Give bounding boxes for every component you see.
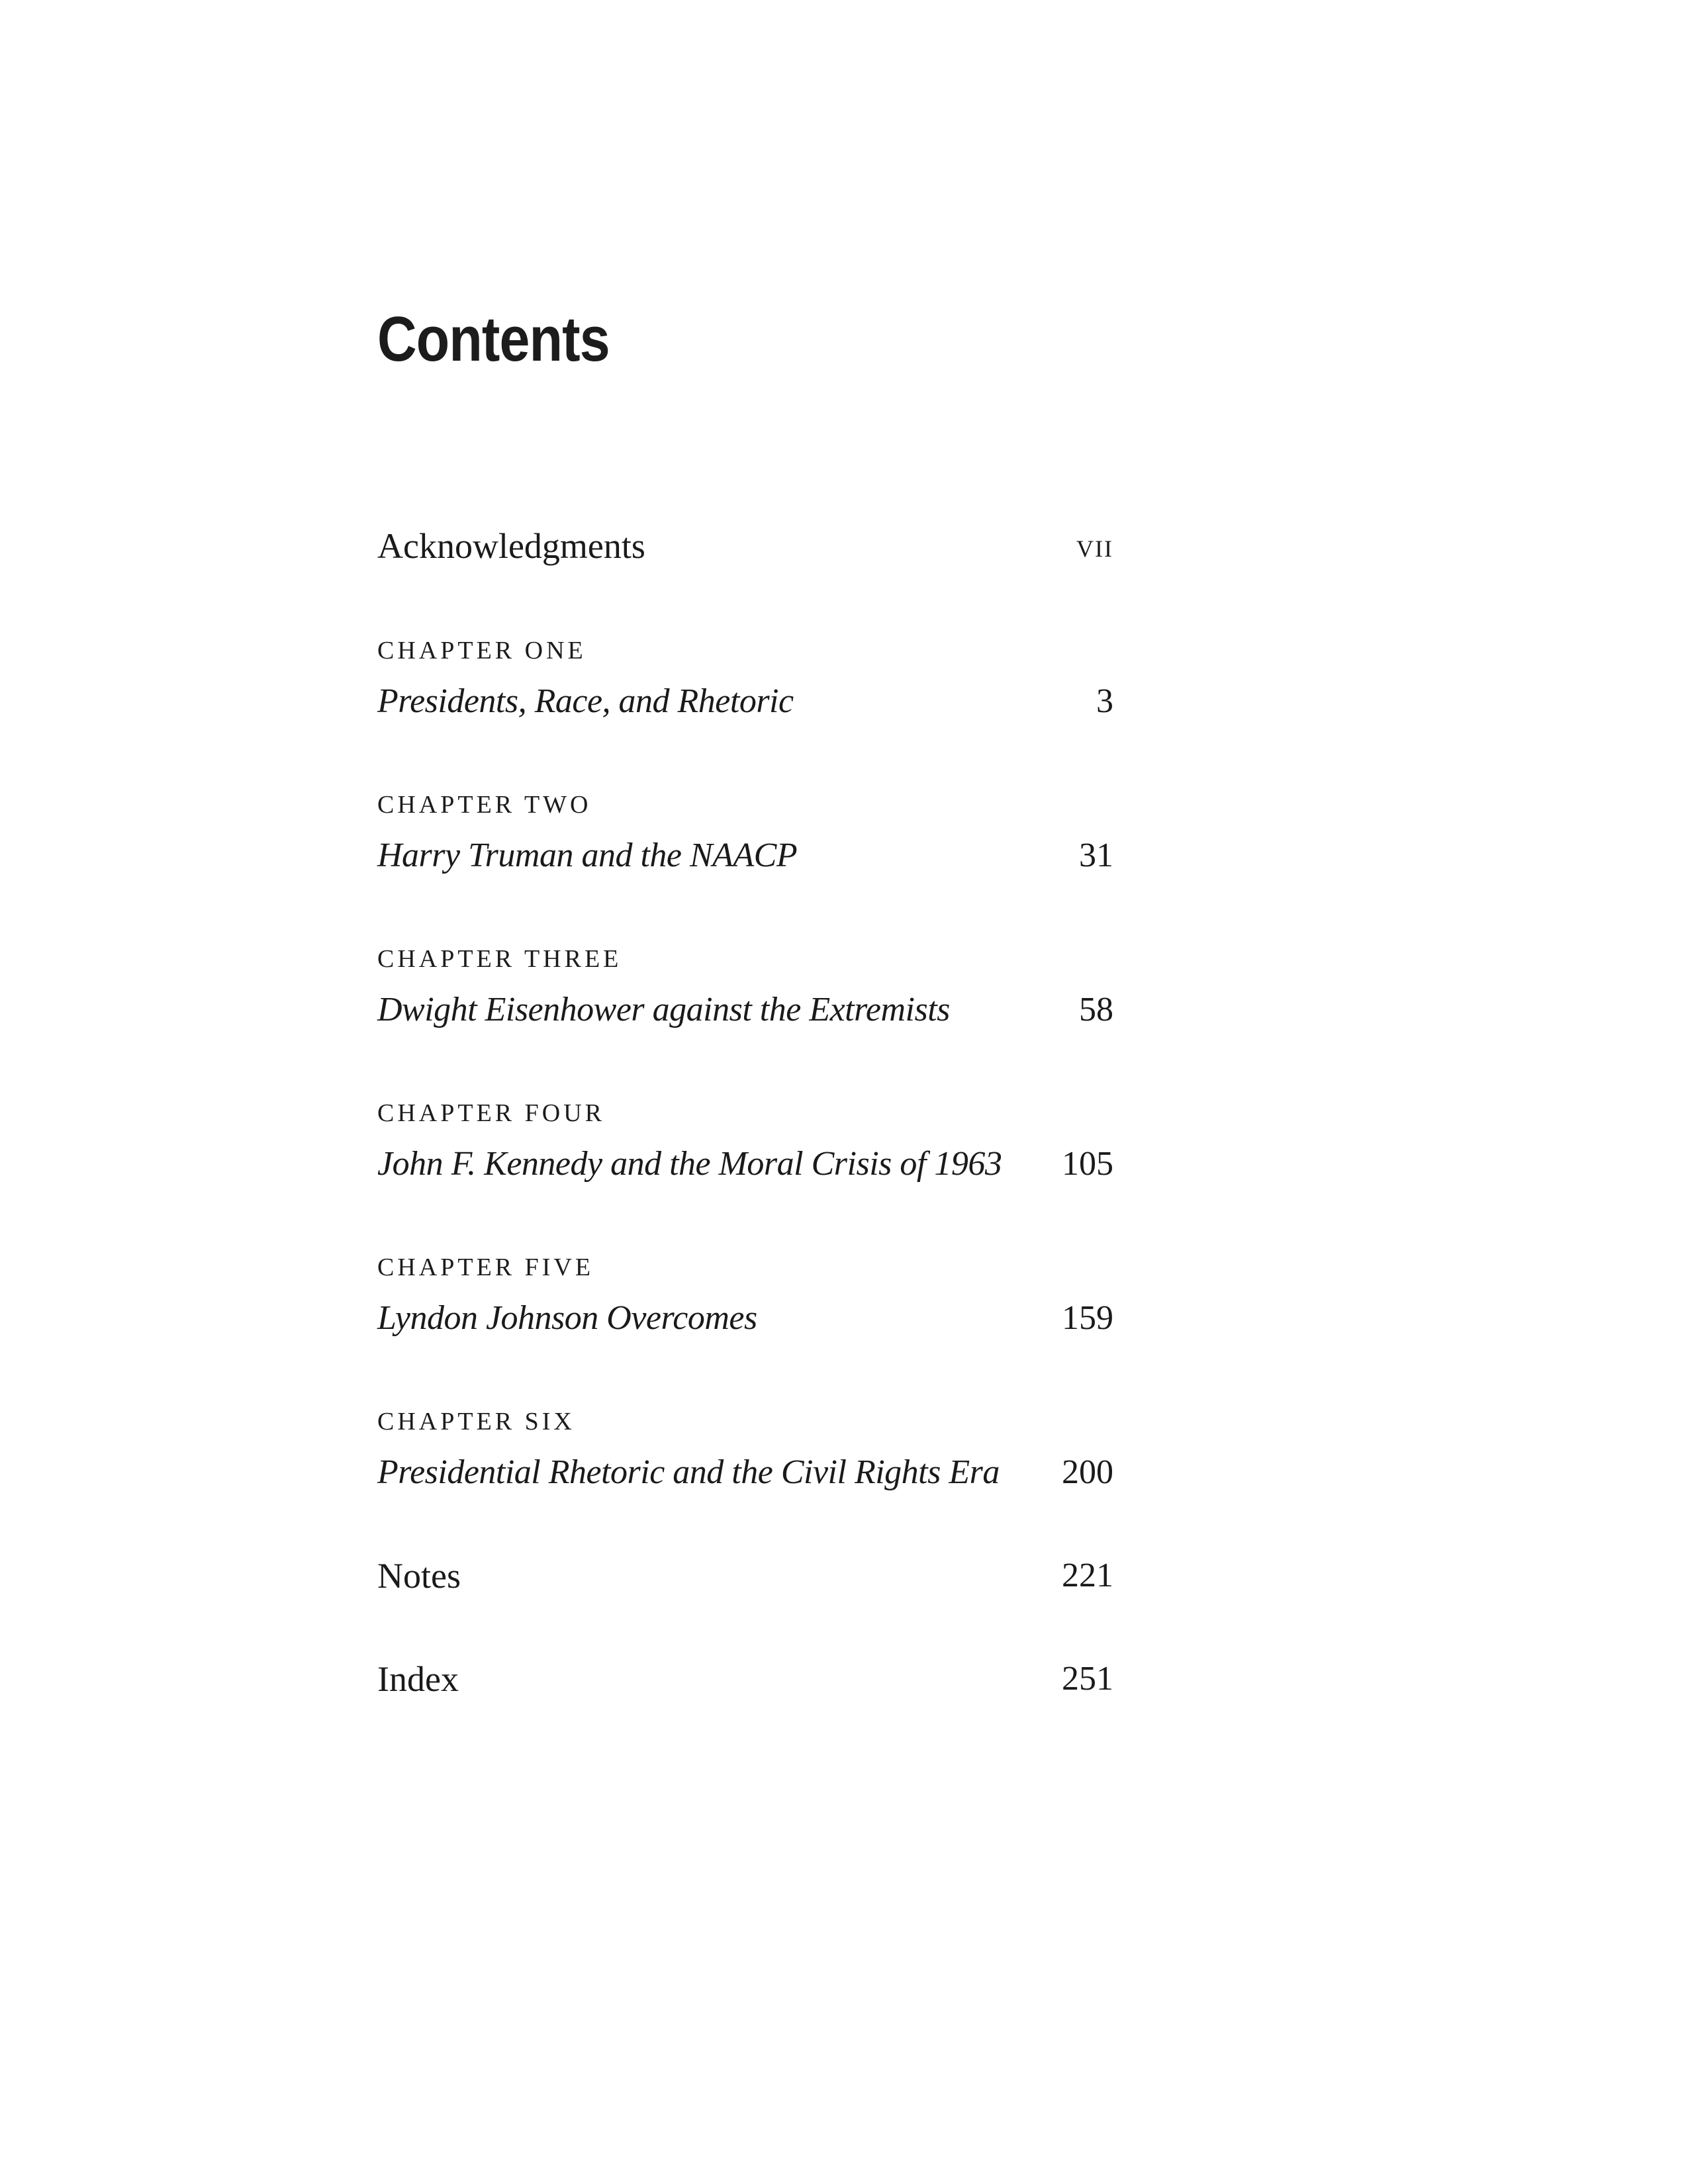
- entry-title: Notes: [377, 1556, 461, 1596]
- toc-entry-index[interactable]: [377, 1659, 1113, 1699]
- entry-page-number: 200: [1062, 1453, 1113, 1491]
- chapter-label: CHAPTER SIX: [377, 1408, 575, 1435]
- entry-page-number: 105: [1062, 1145, 1113, 1183]
- toc-entry-chapter-two[interactable]: [377, 836, 1113, 876]
- entry-title: Presidential Rhetoric and the Civil Rights Era: [377, 1453, 1000, 1491]
- entry-page-number: 58: [1079, 991, 1113, 1028]
- toc-entry-chapter-three[interactable]: [377, 990, 1113, 1030]
- entry-page-number: 221: [1062, 1557, 1113, 1594]
- entry-title: Dwight Eisenhower against the Extremists: [377, 991, 950, 1028]
- entry-page-number: 31: [1079, 837, 1113, 874]
- entry-title: Presidents, Race, and Rhetoric: [377, 682, 794, 720]
- entry-title: John F. Kennedy and the Moral Crisis of 1963: [377, 1145, 1002, 1183]
- chapter-label: CHAPTER FIVE: [377, 1253, 594, 1281]
- toc-entry-chapter-six[interactable]: [377, 1453, 1113, 1492]
- entry-title: Lyndon Johnson Overcomes: [377, 1299, 757, 1337]
- entry-page-number: 159: [1062, 1299, 1113, 1337]
- chapter-label: CHAPTER ONE: [377, 637, 586, 664]
- entry-title: Harry Truman and the NAACP: [377, 837, 798, 874]
- toc-entry-acknowledgments[interactable]: [377, 526, 1113, 566]
- toc-entry-notes[interactable]: [377, 1556, 1113, 1596]
- entry-page-number: vii: [1076, 527, 1113, 565]
- chapter-label: CHAPTER FOUR: [377, 1099, 605, 1127]
- entry-title: Acknowledgments: [377, 526, 645, 566]
- toc-entry-chapter-one[interactable]: [377, 682, 1113, 721]
- entry-page-number: 251: [1062, 1660, 1113, 1698]
- entry-title: Index: [377, 1659, 459, 1699]
- entry-page-number: 3: [1096, 682, 1113, 720]
- toc-entry-chapter-five[interactable]: [377, 1298, 1113, 1338]
- chapter-label: CHAPTER THREE: [377, 945, 622, 973]
- chapter-label: CHAPTER TWO: [377, 791, 592, 819]
- toc-entry-chapter-four[interactable]: [377, 1144, 1113, 1184]
- page-title: Contents: [377, 304, 610, 375]
